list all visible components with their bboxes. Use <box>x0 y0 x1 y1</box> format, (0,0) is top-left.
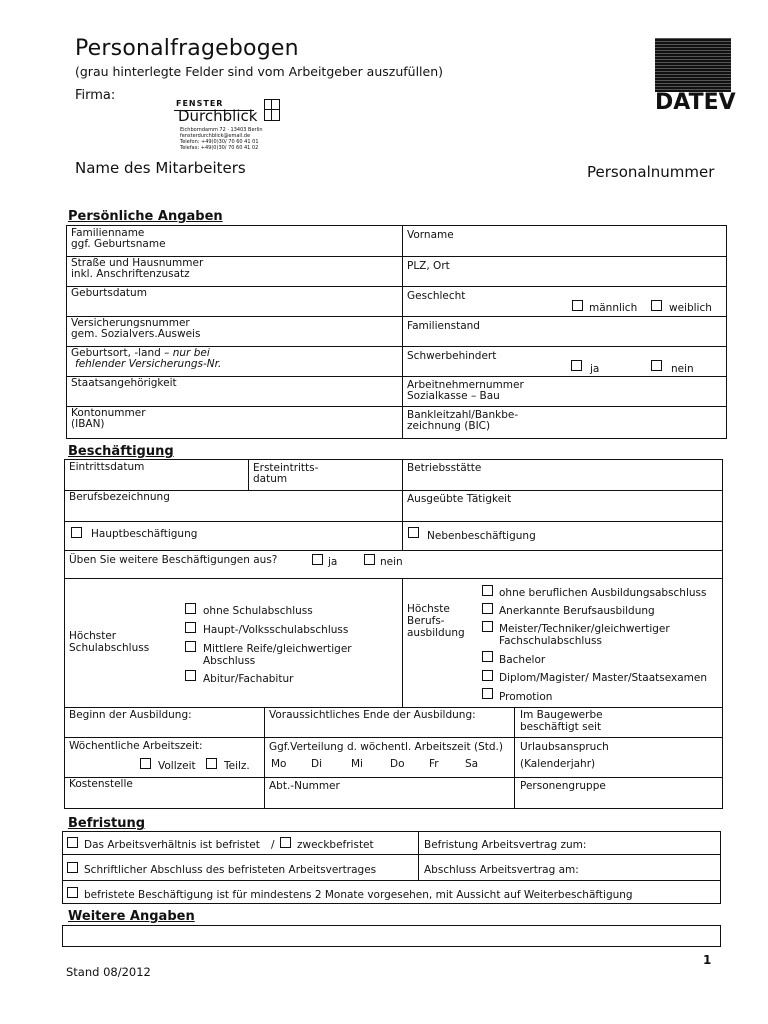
zweckbefristet-checkbox[interactable] <box>280 837 291 848</box>
baugewerbe-label-2: beschäftigt seit <box>520 721 602 733</box>
maennlich-checkbox[interactable] <box>572 300 583 311</box>
sozialvers-ausweis-label: gem. Sozialvers.Ausweis <box>71 328 201 340</box>
promotion-checkbox[interactable] <box>482 688 493 699</box>
section-persoenliche-angaben: Persönliche Angaben <box>68 209 223 224</box>
geburtsname-label: ggf. Geburtsname <box>71 238 166 250</box>
hauptschulabschluss-label: Haupt-/Volksschulabschluss <box>203 624 349 636</box>
diplom-master-label: Diplom/Magister/ Master/Staatsexamen <box>499 672 707 684</box>
weitere-nein-label: nein <box>380 556 403 568</box>
befristet-slash: / <box>271 839 275 851</box>
zwei-monate-checkbox[interactable] <box>67 887 78 898</box>
hauptschulabschluss-checkbox[interactable] <box>185 622 196 633</box>
ersteintritt-label-1: Ersteintritts- <box>253 462 319 474</box>
bachelor-label: Bachelor <box>499 654 546 666</box>
section-weitere-angaben: Weitere Angaben <box>68 909 195 924</box>
berufsausbildung-label-1: Höchste <box>407 603 450 615</box>
weiblich-label: weiblich <box>669 302 712 314</box>
bankleitzahl-label: Bankleitzahl/Bankbe- <box>407 409 519 421</box>
ohne-beruflichen-abschluss-checkbox[interactable] <box>482 585 493 596</box>
woechentliche-arbeitszeit-label: Wöchentliche Arbeitszeit: <box>69 740 203 752</box>
eintrittsdatum-label: Eintrittsdatum <box>69 461 145 473</box>
ersteintritt-label-2: datum <box>253 473 288 485</box>
weitere-beschaeftigungen-question: Üben Sie weitere Beschäftigungen aus? <box>69 554 278 566</box>
befristung-zum-label: Befristung Arbeitsvertrag zum: <box>424 839 587 851</box>
section-befristung: Befristung <box>68 816 146 831</box>
vollzeit-checkbox[interactable] <box>140 758 151 769</box>
logo-email: fensterdurchblick@email.de <box>180 133 251 139</box>
teilzeit-checkbox[interactable] <box>206 758 217 769</box>
datev-logo-graphic <box>655 38 731 92</box>
weitere-ja-checkbox[interactable] <box>312 554 323 565</box>
anerkannte-berufsausbildung-label: Anerkannte Berufsausbildung <box>499 605 655 617</box>
logo-telefon: Telefon: +49(0)30/ 70 60 41 01 <box>180 139 259 145</box>
weiblich-checkbox[interactable] <box>651 300 662 311</box>
betriebsstaette-label: Betriebsstätte <box>407 462 482 474</box>
urlaubsanspruch-label-2: (Kalenderjahr) <box>520 758 596 770</box>
iban-label: (IBAN) <box>71 418 105 430</box>
schwerbehindert-ja-label: ja <box>590 363 600 375</box>
ohne-beruflichen-abschluss-label: ohne beruflichen Ausbildungsabschluss <box>499 587 707 599</box>
page-title: Personalfragebogen <box>75 36 299 61</box>
beginn-ausbildung-label: Beginn der Ausbildung: <box>69 709 192 721</box>
bic-label: zeichnung (BIC) <box>407 420 491 432</box>
mittlere-reife-label-cont: Abschluss <box>203 655 256 667</box>
beschaeftigung-table <box>64 459 723 809</box>
geburtsort-note-2: fehlender Versicherungs-Nr. <box>75 358 222 370</box>
page-subtitle: (grau hinterlegte Felder sind vom Arbeitgeber auszufüllen) <box>75 64 444 79</box>
schulabschluss-label-1: Höchster <box>69 630 117 642</box>
zweckbefristet-label: zweckbefristet <box>297 839 374 851</box>
stand-label: Stand 08/2012 <box>66 965 151 979</box>
day-do: Do <box>390 758 405 770</box>
schriftlich-label: Schriftlicher Abschluss des befristeten Arbeitsvertrages <box>84 864 377 876</box>
familienname-label: Familienname <box>71 227 145 239</box>
schwerbehindert-label: Schwerbehindert <box>407 350 497 362</box>
schwerbehindert-nein-label: nein <box>671 363 694 375</box>
befristet-checkbox[interactable] <box>67 837 78 848</box>
strasse-label: Straße und Hausnummer <box>71 257 204 269</box>
befristet-label: Das Arbeitsverhältnis ist befristet <box>84 839 260 851</box>
befristung-table <box>62 831 721 904</box>
mittlere-reife-label: Mittlere Reife/gleichwertiger <box>203 643 352 655</box>
geburtsort-text: Geburtsort, -land – <box>71 347 170 359</box>
familienstand-label: Familienstand <box>407 320 480 332</box>
logo-brand: Durchblick <box>178 107 258 125</box>
kostenstelle-label: Kostenstelle <box>69 778 133 790</box>
abschluss-am-label: Abschluss Arbeitsvertrag am: <box>424 864 579 876</box>
anerkannte-berufsausbildung-checkbox[interactable] <box>482 603 493 614</box>
name-des-mitarbeiters-label: Name des Mitarbeiters <box>75 159 246 177</box>
day-mo: Mo <box>271 758 287 770</box>
schwerbehindert-ja-checkbox[interactable] <box>571 360 582 371</box>
personengruppe-label: Personengruppe <box>520 780 606 792</box>
berufsausbildung-label-2: Berufs- <box>407 615 445 627</box>
hauptbeschaeftigung-checkbox[interactable] <box>71 527 82 538</box>
window-icon <box>264 99 280 121</box>
page-number: 1 <box>703 953 712 967</box>
datev-logo-text: DATEV <box>655 90 736 115</box>
bachelor-checkbox[interactable] <box>482 651 493 662</box>
baugewerbe-label-1: Im Baugewerbe <box>520 709 603 721</box>
abitur-label: Abitur/Fachabitur <box>203 673 294 685</box>
vorname-label: Vorname <box>407 229 454 241</box>
sozialkasse-label: Sozialkasse – Bau <box>407 390 500 402</box>
hauptbeschaeftigung-label: Hauptbeschäftigung <box>91 528 198 540</box>
ohne-schulabschluss-checkbox[interactable] <box>185 603 196 614</box>
kontonummer-label: Kontonummer <box>71 407 146 419</box>
nebenbeschaeftigung-label: Nebenbeschäftigung <box>427 530 536 542</box>
maennlich-label: männlich <box>589 302 638 314</box>
geschlecht-label: Geschlecht <box>407 290 466 302</box>
persoenliche-angaben-table <box>66 225 727 439</box>
personalnummer-label: Personalnummer <box>587 163 715 181</box>
geburtsdatum-label: Geburtsdatum <box>71 287 147 299</box>
meister-techniker-label: Meister/Techniker/gleichwertiger <box>499 623 670 635</box>
diplom-master-checkbox[interactable] <box>482 670 493 681</box>
versicherungsnummer-label: Versicherungsnummer <box>71 317 190 329</box>
schulabschluss-label-2: Schulabschluss <box>69 642 150 654</box>
schriftlich-checkbox[interactable] <box>67 862 78 873</box>
weitere-nein-checkbox[interactable] <box>364 554 375 565</box>
abitur-checkbox[interactable] <box>185 670 196 681</box>
mittlere-reife-checkbox[interactable] <box>185 641 196 652</box>
meister-techniker-checkbox[interactable] <box>482 621 493 632</box>
company-logo <box>170 97 282 155</box>
day-fr: Fr <box>429 758 439 770</box>
weitere-angaben-field[interactable] <box>62 925 721 947</box>
weitere-ja-label: ja <box>328 556 338 568</box>
verteilung-label: Ggf.Verteilung d. wöchentl. Arbeitszeit (Std.) <box>269 741 503 753</box>
promotion-label: Promotion <box>499 691 553 703</box>
day-mi: Mi <box>351 758 363 770</box>
arbeitnehmernummer-label: Arbeitnehmernummer <box>407 379 524 391</box>
logo-telefax: Telefax: +49(0)30/ 70 60 41 02 <box>180 145 259 151</box>
teilzeit-label: Teilz. <box>224 760 250 772</box>
ende-ausbildung-label: Voraussichtliches Ende der Ausbildung: <box>269 709 476 721</box>
logo-address: Eichborndamm 72 · 13403 Berlin <box>180 127 263 133</box>
meister-techniker-label-cont: Fachschulabschluss <box>499 635 602 647</box>
day-di: Di <box>311 758 323 770</box>
ohne-schulabschluss-label: ohne Schulabschluss <box>203 605 313 617</box>
zwei-monate-label: befristete Beschäftigung ist für mindestens 2 Monate vorgesehen, mit Aussicht auf Weiterbeschäftigung <box>84 889 633 901</box>
firma-label: Firma: <box>75 88 116 103</box>
berufsbezeichnung-label: Berufsbezeichnung <box>69 491 170 503</box>
schwerbehindert-nein-checkbox[interactable] <box>651 360 662 371</box>
staatsangehoerigkeit-label: Staatsangehörigkeit <box>71 377 177 389</box>
plz-ort-label: PLZ, Ort <box>407 260 450 272</box>
abt-nummer-label: Abt.-Nummer <box>269 780 340 792</box>
urlaubsanspruch-label-1: Urlaubsanspruch <box>520 741 609 753</box>
taetigkeit-label: Ausgeübte Tätigkeit <box>407 493 512 505</box>
geburtsort-note-1: nur bei <box>172 347 210 359</box>
day-sa: Sa <box>465 758 479 770</box>
nebenbeschaeftigung-checkbox[interactable] <box>408 527 419 538</box>
berufsausbildung-label-3: ausbildung <box>407 627 465 639</box>
logo-fenster: FENSTER <box>176 99 224 108</box>
section-beschaeftigung: Beschäftigung <box>68 444 174 459</box>
anschrift-label: inkl. Anschriftenzusatz <box>71 268 190 280</box>
vollzeit-label: Vollzeit <box>158 760 196 772</box>
